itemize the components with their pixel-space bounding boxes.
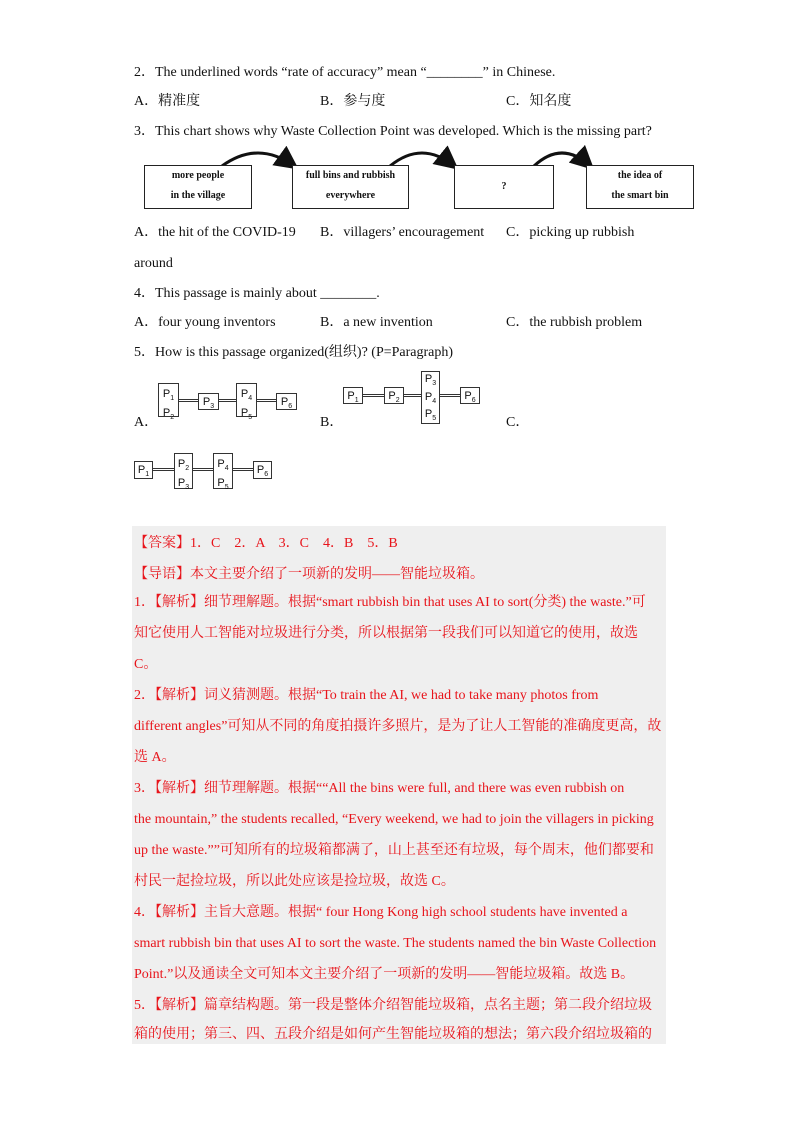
q5-stem: 5．How is this passage organized(组织)? (P=Paragraph)	[134, 345, 454, 360]
diagram-b-p1: $P_1$	[343, 387, 363, 404]
diagram-a-connector	[219, 399, 236, 402]
diagram-c-connector	[233, 468, 253, 471]
explanation-line: smart rubbish bin that uses AI to sort the waste. The students named the bin Waste Collection	[134, 936, 657, 951]
q2-option-a: A．精准度	[134, 94, 201, 109]
q2-stem: 2．The underlined words “rate of accuracy” mean “________” in Chinese.	[134, 65, 556, 80]
diagram-a-p3: $P_3$	[198, 393, 219, 410]
explanation-line: Point.”以及通读全文可知本文主要介绍了一项新的发明——智能垃圾箱。故选 B。	[134, 967, 635, 982]
diagram-a-connector	[179, 399, 198, 402]
diagram-b-p2: $P_2$	[384, 387, 404, 404]
explanation-line: 1．【解析】细节理解题。根据“smart rubbish bin that uses AI to sort(分类) the waste.”可	[134, 595, 646, 610]
q4-option-a: A．four young inventors	[134, 315, 276, 330]
q2-option-c: C．知名度	[506, 94, 572, 109]
q5-option-b-label: B．	[320, 415, 344, 430]
diagram-c-p4-p5: $P_4$ $P_5$	[213, 453, 233, 489]
diagram-c-connector	[153, 468, 174, 471]
diagram-c-connector	[193, 468, 213, 471]
q3-option-a: A．the hit of the COVID-19	[134, 225, 296, 240]
explanation-line: different angles”可知从不同的角度拍摄许多照片，是为了让人工智能的准确度更高，故	[134, 719, 662, 734]
flow-box-2-line-1: full bins and rubbish	[305, 170, 396, 181]
diagram-a-p1-p2: $P_1$ $P_2$	[158, 383, 179, 417]
diagram-b-connector	[363, 394, 384, 397]
q3-option-c-continued: around	[134, 256, 173, 271]
flow-box-4-line-2: the smart bin	[611, 190, 669, 201]
diagram-b-connector	[440, 394, 460, 397]
diagram-b-connector	[404, 394, 421, 397]
explanation-line: 村民一起捡垃圾，所以此处应该是捡垃圾，故选 C。	[134, 874, 455, 889]
flow-box-4-line-1: the idea of	[617, 170, 663, 181]
flow-box-3-missing	[454, 165, 554, 209]
q5-option-c-label: C．	[506, 415, 530, 430]
explanation-line: C。	[134, 657, 158, 672]
flow-box-1-line-1: more people	[171, 170, 225, 181]
q4-option-b: B．a new invention	[320, 315, 433, 330]
diagram-b-p6: $P_6$	[460, 387, 480, 404]
q3-stem: 3．This chart shows why Waste Collection Point was developed. Which is the missing part?	[134, 124, 652, 139]
explanation-line: 4．【解析】主旨大意题。根据“ four Hong Kong high school students have invented a	[134, 905, 628, 920]
flow-box-3-text: ?	[501, 181, 507, 192]
flow-box-2-line-2: everywhere	[325, 190, 376, 201]
q4-option-c: C．the rubbish problem	[506, 315, 643, 330]
q4-stem: 4．This passage is mainly about ________.	[134, 286, 380, 301]
diagram-c-p6: $P_6$	[253, 461, 272, 479]
explanation-line: the mountain,” the students recalled, “Every weekend, we had to join the villagers in picking	[134, 812, 654, 827]
explanation-line: 选 A。	[134, 750, 176, 765]
diagram-a-connector	[257, 399, 276, 402]
diagram-b-p3-p4-p5: $P_3$ $P_4$ $P_5$	[421, 371, 440, 424]
explanation-line: 2．【解析】词义猜测题。根据“To train the AI, we had to take many photos from	[134, 688, 599, 703]
flow-box-4	[586, 165, 694, 209]
q5-option-a-label: A．	[134, 415, 159, 430]
diagram-a-p4-p5: $P_4$ $P_5$	[236, 383, 257, 417]
flow-box-2	[292, 165, 409, 209]
flow-box-1	[144, 165, 252, 209]
diagram-c-p2-p3: $P_2$ $P_3$	[174, 453, 193, 489]
answer-guide: 【导语】本文主要介绍了一项新的发明——智能垃圾箱。	[134, 567, 484, 582]
q3-option-c: C．picking up rubbish	[506, 225, 635, 240]
diagram-c-p1: $P_1$	[134, 461, 153, 479]
q3-option-b: B．villagers’ encouragement	[320, 225, 485, 240]
explanation-line: 箱的使用；第三、四、五段介绍是如何产生智能垃圾箱的想法；第六段介绍垃圾箱的	[134, 1027, 652, 1042]
answer-key: 【答案】1．C 2．A 3．C 4．B 5．B	[134, 536, 398, 551]
flow-box-1-line-2: in the village	[170, 190, 226, 201]
explanation-line: 5．【解析】篇章结构题。第一段是整体介绍智能垃圾箱，点名主题；第二段介绍垃圾	[134, 998, 652, 1013]
explanation-line: 知它使用人工智能对垃圾进行分类，所以根据第一段我们可以知道它的使用，故选	[134, 626, 638, 641]
explanation-line: up the waste.””可知所有的垃圾箱都满了，山上甚至还有垃圾，每个周末，他们都要和	[134, 843, 654, 858]
diagram-a-p6: $P_6$	[276, 393, 297, 410]
explanation-line: 3．【解析】细节理解题。根据““All the bins were full, and there was even rubbish on	[134, 781, 625, 796]
q2-option-b: B．参与度	[320, 94, 386, 109]
